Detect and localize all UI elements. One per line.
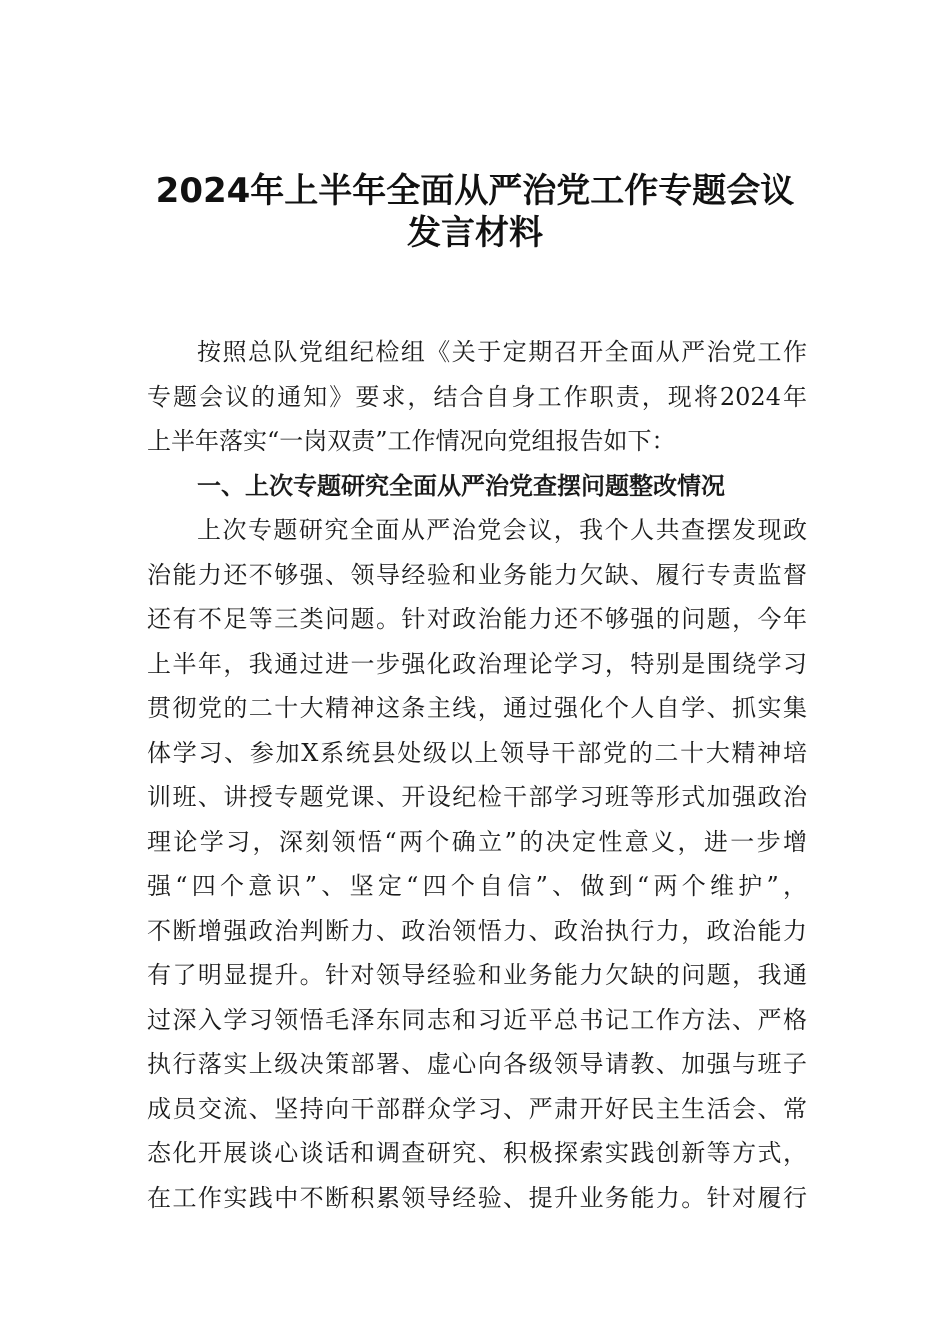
paragraph-line: 在工作实践中不断积累领导经验、提升业务能力。针对履行 (147, 1183, 807, 1212)
paragraph-line: 按照总队党组纪检组《关于定期召开全面从严治党工作 (197, 338, 807, 366)
paragraph-line: 治能力还不够强、领导经验和业务能力欠缺、履行专责监督 (147, 560, 807, 589)
document-title-line-1: 2024年上半年全面从严治党工作专题会议 (155, 171, 795, 211)
paragraph-line: 上次专题研究全面从严治党会议，我个人共查摆发现政 (197, 516, 807, 544)
document-title-line-2: 发言材料 (407, 213, 543, 253)
paragraph-line: 上半年，我通过进一步强化政治理论学习，特别是围绕学习 (147, 649, 807, 678)
paragraph-line: 态化开展谈心谈话和调查研究、积极探索实践创新等方式， (147, 1139, 807, 1167)
paragraph-line: 成员交流、坚持向干部群众学习、严肃开好民主生活会、常 (147, 1094, 807, 1123)
paragraph-line: 有了明显提升。针对领导经验和业务能力欠缺的问题，我通 (147, 961, 807, 989)
paragraph-line: 训班、讲授专题党课、开设纪检干部学习班等形式加强政治 (147, 783, 807, 811)
paragraph-line: 强“四个意识”、坚定“四个自信”、做到“两个维护”， (147, 872, 807, 900)
paragraph-line: 上半年落实“一岗双责”工作情况向党组报告如下： (147, 427, 676, 455)
paragraph-line: 不断增强政治判断力、政治领悟力、政治执行力，政治能力 (147, 916, 807, 945)
section-heading: 一、上次专题研究全面从严治党查摆问题整改情况 (197, 471, 725, 500)
paragraph-line: 体学习、参加X系统县处级以上领导干部党的二十大精神培 (147, 738, 807, 767)
document-body (147, 330, 807, 1220)
paragraph-line: 贯彻党的二十大精神这条主线，通过强化个人自学、抓实集 (147, 694, 807, 722)
paragraph-line: 专题会议的通知》要求，结合自身工作职责，现将2024年 (147, 382, 807, 411)
paragraph-line: 理论学习，深刻领悟“两个确立”的决定性意义，进一步增 (147, 827, 807, 856)
paragraph-line: 还有不足等三类问题。针对政治能力还不够强的问题，今年 (147, 605, 807, 633)
paragraph-line: 执行落实上级决策部署、虚心向各级领导请教、加强与班子 (147, 1050, 807, 1078)
paragraph-line: 过深入学习领悟毛泽东同志和习近平总书记工作方法、严格 (147, 1005, 807, 1034)
